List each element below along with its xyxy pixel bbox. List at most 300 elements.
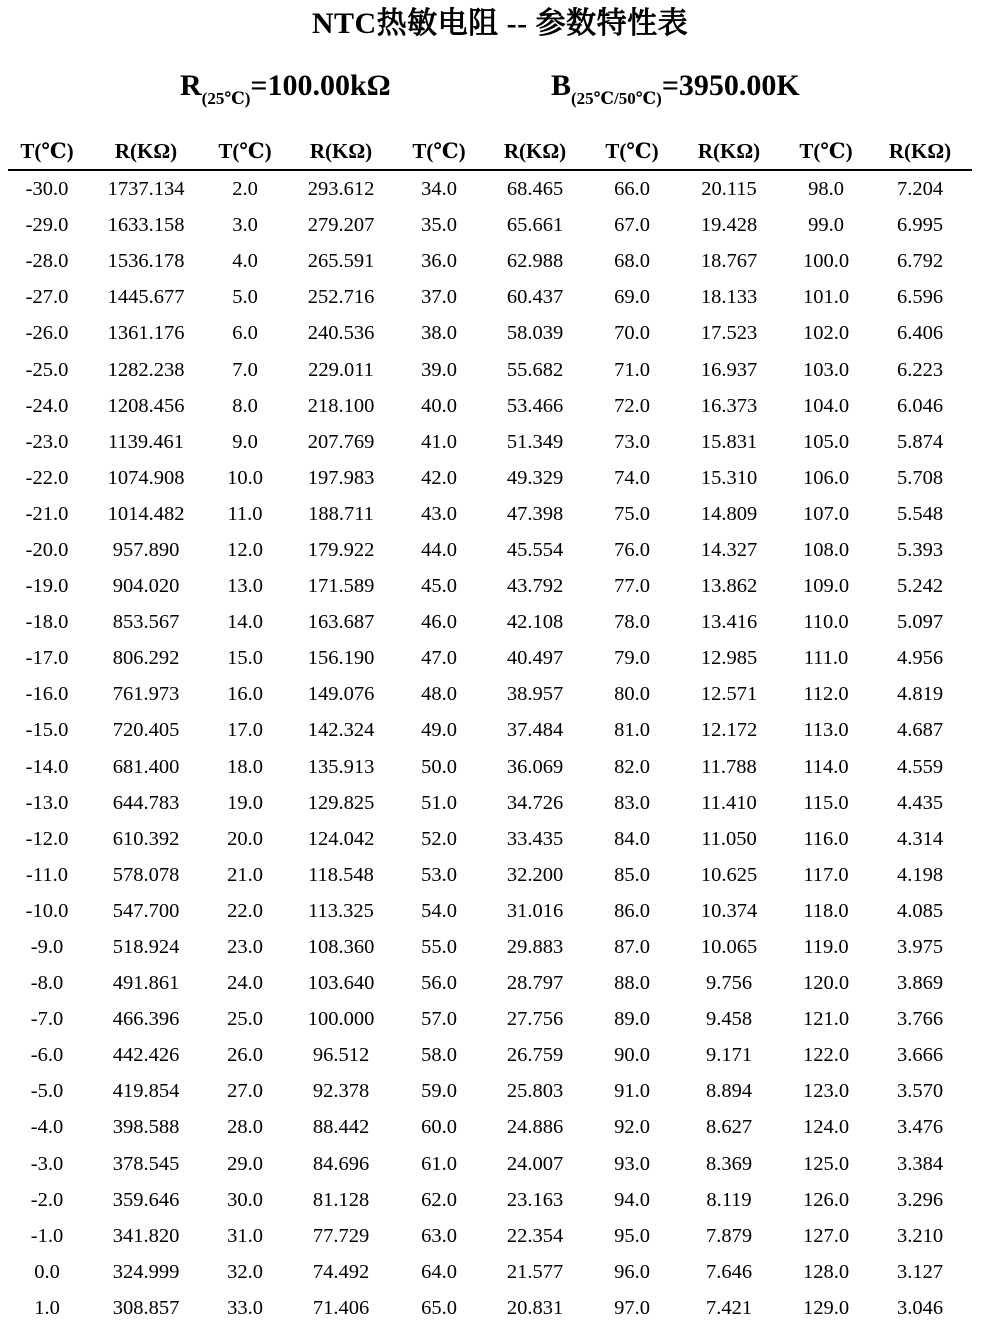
temperature-cell: -8.0 — [30, 972, 64, 995]
resistance-cell: 398.588 — [112, 1116, 180, 1139]
resistance-cell: 957.890 — [112, 538, 180, 561]
temperature-cell: 12.0 — [227, 538, 263, 561]
resistance-cell: 124.042 — [307, 827, 375, 850]
resistance-cell: 1536.178 — [107, 250, 185, 273]
resistance-cell: 3.869 — [896, 972, 944, 995]
resistance-cell: 32.200 — [506, 863, 564, 886]
temperature-cell: 14.0 — [227, 611, 263, 634]
r25-value: =100.00kΩ — [250, 69, 391, 102]
table-row — [8, 496, 972, 532]
temperature-cell: 53.0 — [421, 863, 457, 886]
temperature-cell: 26.0 — [227, 1044, 263, 1067]
resistance-cell: 8.894 — [705, 1080, 753, 1103]
resistance-cell: 49.329 — [506, 466, 564, 489]
temperature-cell: 105.0 — [802, 430, 850, 453]
temperature-cell: 129.0 — [802, 1296, 850, 1319]
temperature-cell: 99.0 — [808, 214, 844, 237]
table-row — [8, 965, 972, 1001]
temperature-cell: 46.0 — [421, 611, 457, 634]
header-resistance: R(KΩ) — [480, 133, 590, 170]
temperature-cell: -21.0 — [25, 502, 69, 525]
resistance-cell: 88.442 — [312, 1116, 370, 1139]
temperature-cell: 79.0 — [614, 647, 650, 670]
resistance-cell: 28.797 — [506, 972, 564, 995]
temperature-cell: 100.0 — [802, 250, 850, 273]
resistance-cell: 37.484 — [506, 719, 564, 742]
resistance-cell: 1633.158 — [107, 214, 185, 237]
resistance-cell: 610.392 — [112, 827, 180, 850]
resistance-cell: 547.700 — [112, 899, 180, 922]
resistance-cell: 9.756 — [705, 972, 753, 995]
resistance-cell: 1282.238 — [107, 358, 185, 381]
resistance-cell: 13.416 — [700, 611, 758, 634]
temperature-cell: 64.0 — [421, 1260, 457, 1283]
temperature-cell: 33.0 — [227, 1296, 263, 1319]
table-row — [8, 821, 972, 857]
temperature-cell: 24.0 — [227, 972, 263, 995]
temperature-cell: 57.0 — [421, 1008, 457, 1031]
temperature-cell: -16.0 — [25, 683, 69, 706]
resistance-cell: 6.995 — [896, 214, 944, 237]
temperature-cell: 16.0 — [227, 683, 263, 706]
resistance-cell: 5.393 — [896, 538, 944, 561]
resistance-cell: 45.554 — [506, 538, 564, 561]
resistance-cell: 100.000 — [307, 1008, 375, 1031]
temperature-cell: 90.0 — [614, 1044, 650, 1067]
resistance-cell: 6.046 — [896, 394, 944, 417]
temperature-cell: 52.0 — [421, 827, 457, 850]
temperature-cell: 97.0 — [614, 1296, 650, 1319]
resistance-cell: 644.783 — [112, 791, 180, 814]
resistance-cell: 29.883 — [506, 936, 564, 959]
resistance-cell: 4.819 — [896, 683, 944, 706]
resistance-cell: 108.360 — [307, 936, 375, 959]
temperature-cell: -14.0 — [25, 755, 69, 778]
temperature-cell: -2.0 — [30, 1188, 64, 1211]
resistance-cell: 5.242 — [896, 575, 944, 598]
temperature-cell: 50.0 — [421, 755, 457, 778]
temperature-cell: -7.0 — [30, 1008, 64, 1031]
page-title: NTC热敏电阻 -- 参数特性表 — [311, 7, 689, 40]
temperature-cell: 49.0 — [421, 719, 457, 742]
resistance-cell: 24.886 — [506, 1116, 564, 1139]
resistance-cell: 3.570 — [896, 1080, 944, 1103]
resistance-cell: 1445.677 — [107, 286, 185, 309]
temperature-cell: 73.0 — [614, 430, 650, 453]
table-row — [8, 460, 972, 496]
table-row — [8, 243, 972, 279]
resistance-cell: 378.545 — [112, 1152, 180, 1175]
temperature-cell: 22.0 — [227, 899, 263, 922]
resistance-cell: 179.922 — [307, 538, 375, 561]
temperature-cell: 40.0 — [421, 394, 457, 417]
temperature-cell: 38.0 — [421, 322, 457, 345]
resistance-cell: 27.756 — [506, 1008, 564, 1031]
temperature-cell: 113.0 — [803, 719, 849, 742]
temperature-cell: 45.0 — [421, 575, 457, 598]
resistance-cell: 3.127 — [896, 1260, 944, 1283]
header-resistance: R(KΩ) — [86, 133, 206, 170]
temperature-cell: 120.0 — [802, 972, 850, 995]
resistance-cell: 3.210 — [896, 1224, 944, 1247]
temperature-cell: 81.0 — [614, 719, 650, 742]
b-value-symbol: B — [551, 69, 572, 102]
temperature-cell: 27.0 — [227, 1080, 263, 1103]
resistance-cell: 1361.176 — [107, 322, 185, 345]
temperature-cell: 41.0 — [421, 430, 457, 453]
resistance-cell: 81.128 — [312, 1188, 370, 1211]
resistance-cell: 22.354 — [506, 1224, 564, 1247]
temperature-cell: 82.0 — [614, 755, 650, 778]
header-temperature: T(℃) — [398, 133, 480, 170]
resistance-cell: 11.410 — [701, 791, 757, 814]
resistance-cell: 96.512 — [312, 1044, 370, 1067]
resistance-cell: 218.100 — [307, 394, 375, 417]
r25-subscript: (25℃) — [201, 89, 251, 108]
resistance-cell: 10.065 — [700, 936, 758, 959]
temperature-cell: -18.0 — [25, 611, 69, 634]
temperature-cell: 124.0 — [802, 1116, 850, 1139]
resistance-cell: 681.400 — [112, 755, 180, 778]
table-row — [8, 1290, 972, 1326]
table-body — [8, 170, 972, 1326]
resistance-cell: 8.627 — [705, 1116, 753, 1139]
temperature-cell: 72.0 — [614, 394, 650, 417]
resistance-cell: 229.011 — [308, 358, 374, 381]
temperature-cell: -27.0 — [25, 286, 69, 309]
temperature-cell: 32.0 — [227, 1260, 263, 1283]
table-row — [8, 857, 972, 893]
resistance-cell: 10.374 — [700, 899, 758, 922]
temperature-cell: -5.0 — [30, 1080, 64, 1103]
resistance-cell: 207.769 — [307, 430, 375, 453]
temperature-cell: 88.0 — [614, 972, 650, 995]
resistance-cell: 24.007 — [506, 1152, 564, 1175]
temperature-cell: 31.0 — [227, 1224, 263, 1247]
resistance-cell: 5.097 — [896, 611, 944, 634]
b-value-parameter — [551, 64, 800, 112]
temperature-cell: 29.0 — [227, 1152, 263, 1175]
temperature-cell: -25.0 — [25, 358, 69, 381]
temperature-cell: 86.0 — [614, 899, 650, 922]
temperature-cell: 78.0 — [614, 611, 650, 634]
resistance-cell: 142.324 — [307, 719, 375, 742]
temperature-cell: 84.0 — [614, 827, 650, 850]
resistance-cell: 53.466 — [506, 394, 564, 417]
resistance-cell: 47.398 — [506, 502, 564, 525]
resistance-cell: 55.682 — [506, 358, 564, 381]
temperature-cell: -20.0 — [25, 538, 69, 561]
temperature-cell: 106.0 — [802, 466, 850, 489]
header-temperature: T(℃) — [784, 133, 868, 170]
resistance-cell: 904.020 — [112, 575, 180, 598]
resistance-cell: 442.426 — [112, 1044, 180, 1067]
header-resistance: R(KΩ) — [284, 133, 398, 170]
temperature-cell: 126.0 — [802, 1188, 850, 1211]
temperature-cell: 15.0 — [227, 647, 263, 670]
resistance-cell: 341.820 — [112, 1224, 180, 1247]
resistance-cell: 15.310 — [700, 466, 758, 489]
resistance-cell: 12.172 — [700, 719, 758, 742]
resistance-cell: 1014.482 — [107, 502, 185, 525]
resistance-cell: 12.571 — [700, 683, 758, 706]
temperature-cell: -11.0 — [26, 863, 68, 886]
resistance-cell: 806.292 — [112, 647, 180, 670]
temperature-cell: -28.0 — [25, 250, 69, 273]
resistance-cell: 74.492 — [312, 1260, 370, 1283]
temperature-cell: 2.0 — [232, 178, 258, 201]
resistance-cell: 71.406 — [312, 1296, 370, 1319]
resistance-cell: 42.108 — [506, 611, 564, 634]
temperature-cell: 17.0 — [227, 719, 263, 742]
resistance-cell: 11.788 — [701, 755, 757, 778]
resistance-cell: 129.825 — [307, 791, 375, 814]
temperature-cell: 1.0 — [34, 1296, 60, 1319]
table-row — [8, 893, 972, 929]
resistance-cell: 8.119 — [706, 1188, 752, 1211]
resistance-cell: 720.405 — [112, 719, 180, 742]
resistance-cell: 4.687 — [896, 719, 944, 742]
temperature-cell: 36.0 — [421, 250, 457, 273]
resistance-cell: 419.854 — [112, 1080, 180, 1103]
header-temperature: T(℃) — [206, 133, 284, 170]
resistance-cell: 51.349 — [506, 430, 564, 453]
temperature-cell: 102.0 — [802, 322, 850, 345]
temperature-cell: 20.0 — [227, 827, 263, 850]
resistance-cell: 1737.134 — [107, 178, 185, 201]
temperature-cell: 114.0 — [803, 755, 849, 778]
temperature-cell: -13.0 — [25, 791, 69, 814]
temperature-cell: 125.0 — [802, 1152, 850, 1175]
resistance-cell: 15.831 — [700, 430, 758, 453]
temperature-cell: 94.0 — [614, 1188, 650, 1211]
temperature-cell: 58.0 — [421, 1044, 457, 1067]
temperature-cell: 71.0 — [614, 358, 650, 381]
table-row — [8, 170, 972, 207]
temperature-cell: 95.0 — [614, 1224, 650, 1247]
resistance-cell: 33.435 — [506, 827, 564, 850]
resistance-cell: 197.983 — [307, 466, 375, 489]
resistance-cell: 8.369 — [705, 1152, 753, 1175]
table-row — [8, 640, 972, 676]
temperature-cell: 10.0 — [227, 466, 263, 489]
table-row — [8, 1254, 972, 1290]
resistance-cell: 84.696 — [312, 1152, 370, 1175]
temperature-cell: 8.0 — [232, 394, 258, 417]
temperature-cell: 30.0 — [227, 1188, 263, 1211]
temperature-cell: 101.0 — [802, 286, 850, 309]
resistance-cell: 34.726 — [506, 791, 564, 814]
resistance-cell: 853.567 — [112, 611, 180, 634]
table-row — [8, 676, 972, 712]
temperature-cell: 96.0 — [614, 1260, 650, 1283]
temperature-cell: 112.0 — [803, 683, 849, 706]
temperature-cell: 117.0 — [803, 863, 849, 886]
table-row — [8, 279, 972, 315]
resistance-cell: 14.809 — [700, 502, 758, 525]
temperature-cell: -29.0 — [25, 214, 69, 237]
table-row — [8, 568, 972, 604]
resistance-cell: 17.523 — [700, 322, 758, 345]
resistance-cell: 4.085 — [896, 899, 944, 922]
temperature-cell: -4.0 — [30, 1116, 64, 1139]
resistance-cell: 65.661 — [506, 214, 564, 237]
temperature-cell: 4.0 — [232, 250, 258, 273]
temperature-cell: -12.0 — [25, 827, 69, 850]
header-resistance: R(KΩ) — [674, 133, 784, 170]
temperature-cell: 116.0 — [803, 827, 849, 850]
temperature-cell: 67.0 — [614, 214, 650, 237]
resistance-cell: 5.708 — [896, 466, 944, 489]
table-row — [8, 532, 972, 568]
table-row — [8, 1001, 972, 1037]
table-row — [8, 1146, 972, 1182]
resistance-cell: 18.767 — [700, 250, 758, 273]
resistance-cell: 3.666 — [896, 1044, 944, 1067]
temperature-cell: 93.0 — [614, 1152, 650, 1175]
temperature-cell: 68.0 — [614, 250, 650, 273]
temperature-cell: 92.0 — [614, 1116, 650, 1139]
table-row — [8, 1073, 972, 1109]
temperature-cell: 13.0 — [227, 575, 263, 598]
temperature-cell: 98.0 — [808, 178, 844, 201]
resistance-cell: 77.729 — [312, 1224, 370, 1247]
temperature-cell: 18.0 — [227, 755, 263, 778]
table-row — [8, 424, 972, 460]
resistance-cell: 5.874 — [896, 430, 944, 453]
resistance-cell: 26.759 — [506, 1044, 564, 1067]
resistance-cell: 20.115 — [701, 178, 757, 201]
temperature-cell: 107.0 — [802, 502, 850, 525]
temperature-cell: 42.0 — [421, 466, 457, 489]
temperature-cell: 35.0 — [421, 214, 457, 237]
resistance-cell: 16.373 — [700, 394, 758, 417]
resistance-cell: 4.435 — [896, 791, 944, 814]
temperature-cell: -30.0 — [25, 178, 69, 201]
temperature-cell: 119.0 — [803, 936, 849, 959]
resistance-cell: 6.596 — [896, 286, 944, 309]
resistance-cell: 21.577 — [506, 1260, 564, 1283]
resistance-cell: 25.803 — [506, 1080, 564, 1103]
resistance-cell: 14.327 — [700, 538, 758, 561]
temperature-cell: -1.0 — [30, 1224, 64, 1247]
table-row — [8, 207, 972, 243]
temperature-cell: 83.0 — [614, 791, 650, 814]
table-row — [8, 315, 972, 351]
temperature-cell: 43.0 — [421, 502, 457, 525]
table-row — [8, 351, 972, 387]
resistance-cell: 60.437 — [506, 286, 564, 309]
resistance-cell: 466.396 — [112, 1008, 180, 1031]
temperature-cell: 122.0 — [802, 1044, 850, 1067]
temperature-cell: 61.0 — [421, 1152, 457, 1175]
resistance-cell: 4.559 — [896, 755, 944, 778]
resistance-cell: 5.548 — [896, 502, 944, 525]
temperature-cell: 28.0 — [227, 1116, 263, 1139]
table-row — [8, 388, 972, 424]
temperature-cell: 9.0 — [232, 430, 258, 453]
resistance-cell: 578.078 — [112, 863, 180, 886]
temperature-cell: -3.0 — [30, 1152, 64, 1175]
b-value-value: =3950.00K — [661, 69, 800, 102]
resistance-cell: 7.204 — [896, 178, 944, 201]
temperature-cell: 63.0 — [421, 1224, 457, 1247]
resistance-cell: 20.831 — [506, 1296, 564, 1319]
temperature-cell: 76.0 — [614, 538, 650, 561]
resistance-table — [8, 133, 972, 1326]
temperature-cell: -22.0 — [25, 466, 69, 489]
temperature-cell: 3.0 — [232, 214, 258, 237]
table-row — [8, 1218, 972, 1254]
resistance-cell: 12.985 — [700, 647, 758, 670]
temperature-cell: 111.0 — [803, 647, 849, 670]
temperature-cell: 80.0 — [614, 683, 650, 706]
temperature-cell: 19.0 — [227, 791, 263, 814]
resistance-cell: 149.076 — [307, 683, 375, 706]
resistance-cell: 6.223 — [896, 358, 944, 381]
temperature-cell: 0.0 — [34, 1260, 60, 1283]
resistance-cell: 7.421 — [705, 1296, 753, 1319]
b-value-subscript: (25℃/50℃) — [571, 89, 662, 108]
resistance-cell: 6.792 — [896, 250, 944, 273]
r25-symbol: R — [180, 69, 202, 102]
table-header-row — [8, 133, 972, 170]
resistance-cell: 7.646 — [705, 1260, 753, 1283]
header-temperature: T(℃) — [8, 133, 86, 170]
temperature-cell: 110.0 — [803, 611, 849, 634]
resistance-cell: 9.171 — [705, 1044, 753, 1067]
resistance-cell: 3.384 — [896, 1152, 944, 1175]
temperature-cell: 39.0 — [421, 358, 457, 381]
temperature-cell: -6.0 — [30, 1044, 64, 1067]
resistance-cell: 1074.908 — [107, 466, 185, 489]
temperature-cell: 47.0 — [421, 647, 457, 670]
resistance-cell: 103.640 — [307, 972, 375, 995]
resistance-cell: 18.133 — [700, 286, 758, 309]
temperature-cell: 87.0 — [614, 936, 650, 959]
temperature-cell: 55.0 — [421, 936, 457, 959]
resistance-cell: 92.378 — [312, 1080, 370, 1103]
temperature-cell: 56.0 — [421, 972, 457, 995]
temperature-cell: 34.0 — [421, 178, 457, 201]
r25-parameter — [180, 64, 391, 112]
temperature-cell: 91.0 — [614, 1080, 650, 1103]
resistance-cell: 6.406 — [896, 322, 944, 345]
temperature-cell: -17.0 — [25, 647, 69, 670]
temperature-cell: 108.0 — [802, 538, 850, 561]
resistance-cell: 188.711 — [308, 502, 374, 525]
temperature-cell: 118.0 — [803, 899, 849, 922]
resistance-cell: 40.497 — [506, 647, 564, 670]
table-row — [8, 929, 972, 965]
temperature-cell: 21.0 — [227, 863, 263, 886]
resistance-cell: 58.039 — [506, 322, 564, 345]
temperature-cell: 77.0 — [614, 575, 650, 598]
temperature-cell: 123.0 — [802, 1080, 850, 1103]
temperature-cell: 11.0 — [227, 502, 263, 525]
resistance-cell: 11.050 — [701, 827, 757, 850]
temperature-cell: 115.0 — [803, 791, 849, 814]
temperature-cell: -15.0 — [25, 719, 69, 742]
resistance-cell: 118.548 — [308, 863, 374, 886]
resistance-cell: 3.975 — [896, 936, 944, 959]
resistance-cell: 3.296 — [896, 1188, 944, 1211]
resistance-cell: 9.458 — [705, 1008, 753, 1031]
resistance-cell: 491.861 — [112, 972, 180, 995]
temperature-cell: 62.0 — [421, 1188, 457, 1211]
table-row — [8, 1037, 972, 1073]
resistance-cell: 518.924 — [112, 936, 180, 959]
